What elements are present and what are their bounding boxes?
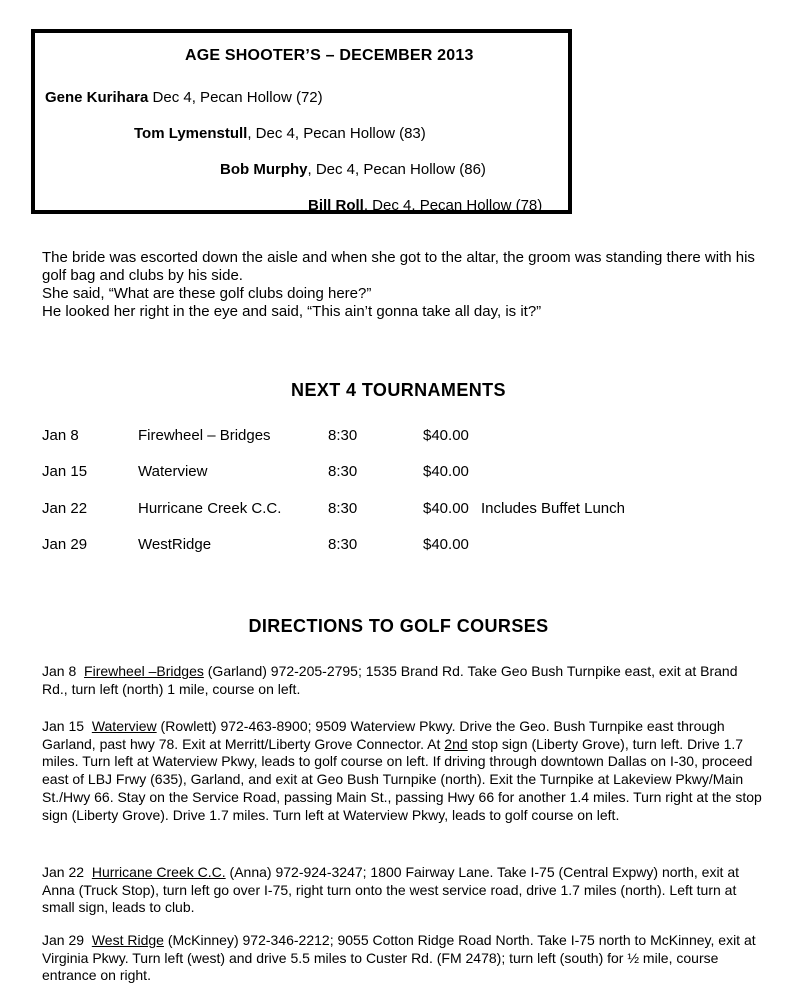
- tournament-row: [0, 536, 797, 556]
- age-shooter-entry: [220, 161, 486, 178]
- direction-text: stop sign (Liberty Grove), turn left. Drive 1.7 miles. Turn left at Waterview Pkwy, leads to golf course on left. If driving through downtown Dallas on I-30, proceed east of LBJ Frwy (635), Garland, and exit at Geo Bush Turnpike (north). Exit the Turnpike at Lakeview Pkwy/Main St./Hwy 66. Stay on the Service Road, passing Main St., passing Hwy 66 for another 1.4 miles. Turn right at the stop sign (Liberty Grove). Drive 1.7 miles. Turn left at Waterview Pkwy, leads to golf course on left.: [42, 735, 762, 823]
- tournaments-title: NEXT 4 TOURNAMENTS: [291, 380, 506, 400]
- age-shooters-box: [31, 29, 572, 214]
- age-shooter-entry: [45, 89, 323, 106]
- shooter-detail: Dec 4, Pecan Hollow (72): [148, 89, 323, 106]
- tournament-row: [0, 463, 797, 483]
- tournament-time: 8:30: [328, 500, 358, 517]
- direction-paragraph: [42, 718, 767, 824]
- tournament-price: $40.00: [423, 500, 469, 517]
- shooter-name: Bob Murphy: [220, 161, 308, 178]
- directions-title: DIRECTIONS TO GOLF COURSES: [248, 616, 549, 636]
- joke-line: She said, “What are these golf clubs doing here?”: [42, 285, 372, 302]
- direction-paragraph: [42, 663, 767, 698]
- direction-course: West Ridge: [91, 932, 164, 948]
- tournament-row: [0, 500, 797, 520]
- direction-text: (McKinney) 972-346-2212; 9055 Cotton Ridge Road North. Take I-75 north to McKinney, exit at Virginia Pkwy. Turn left (west) and drive 5.5 miles to Custer Rd. (FM 2478); turn left (south) for ½ mile, course entrance on right.: [42, 932, 756, 984]
- age-shooters-title: AGE SHOOTER’S – DECEMBER 2013: [185, 47, 474, 64]
- joke-line: The bride was escorted down the aisle and when she got to the altar, the groom was standing there with his golf bag and clubs by his side.: [42, 249, 755, 284]
- shooter-detail: , Dec 4, Pecan Hollow (78): [363, 197, 543, 214]
- direction-date: Jan 29: [42, 932, 85, 948]
- tournament-time: 8:30: [328, 463, 358, 480]
- age-shooter-entry: [134, 125, 426, 142]
- direction-paragraph: [42, 932, 767, 985]
- tournament-price: $40.00: [423, 463, 469, 480]
- tournament-date: Jan 22: [42, 500, 88, 517]
- shooter-name: Gene Kurihara: [45, 89, 149, 106]
- tournament-time: 8:30: [328, 536, 358, 553]
- direction-text-underlined: 2nd: [444, 735, 468, 752]
- direction-date: Jan 15: [42, 718, 85, 734]
- golf-joke: [42, 249, 762, 321]
- direction-date: Jan 8: [42, 663, 77, 679]
- tournament-price: $40.00: [423, 536, 469, 553]
- direction-course: Hurricane Creek C.C.: [91, 864, 226, 880]
- shooter-detail: , Dec 4, Pecan Hollow (86): [307, 161, 486, 178]
- tournament-note: Includes Buffet Lunch: [481, 500, 625, 517]
- tournament-price: $40.00: [423, 427, 469, 444]
- tournament-time: 8:30: [328, 427, 358, 444]
- tournament-course: WestRidge: [138, 536, 212, 553]
- tournament-row: [0, 427, 797, 447]
- age-shooter-entry: [308, 197, 542, 214]
- tournament-date: Jan 29: [42, 536, 88, 553]
- direction-course: Firewheel –Bridges: [84, 663, 204, 679]
- tournament-date: Jan 15: [42, 463, 88, 480]
- tournament-date: Jan 8: [42, 427, 79, 444]
- direction-text: (Rowlett) 972-463-8900; 9509 Waterview Pkwy. Drive the Geo. Bush Turnpike east through Garland, past hwy 78. Exit at Merritt/Liberty Grove Connector. At: [42, 718, 725, 752]
- direction-date: Jan 22: [42, 864, 85, 880]
- direction-course: Waterview: [91, 718, 157, 734]
- joke-line: He looked her right in the eye and said, “This ain’t gonna take all day, is it?”: [42, 303, 542, 320]
- tournament-course: Hurricane Creek C.C.: [138, 500, 282, 517]
- direction-text: (Garland) 972-205-2795; 1535 Brand Rd. Take Geo Bush Turnpike east, exit at Brand Rd., turn left (north) 1 mile, course on left.: [42, 663, 738, 697]
- shooter-detail: , Dec 4, Pecan Hollow (83): [247, 125, 426, 142]
- tournament-course: Waterview: [138, 463, 208, 480]
- shooter-name: Tom Lymenstull: [134, 125, 248, 142]
- direction-paragraph: [42, 864, 767, 917]
- shooter-name: Bill Roll: [308, 197, 364, 214]
- direction-text: (Anna) 972-924-3247; 1800 Fairway Lane. Take I-75 (Central Expwy) north, exit at Anna (Truck Stop), turn left go over I-75, right turn onto the west service road, drive 1.7 miles (north). Left turn at small sign, leads to club.: [42, 864, 740, 916]
- tournament-course: Firewheel – Bridges: [138, 427, 271, 444]
